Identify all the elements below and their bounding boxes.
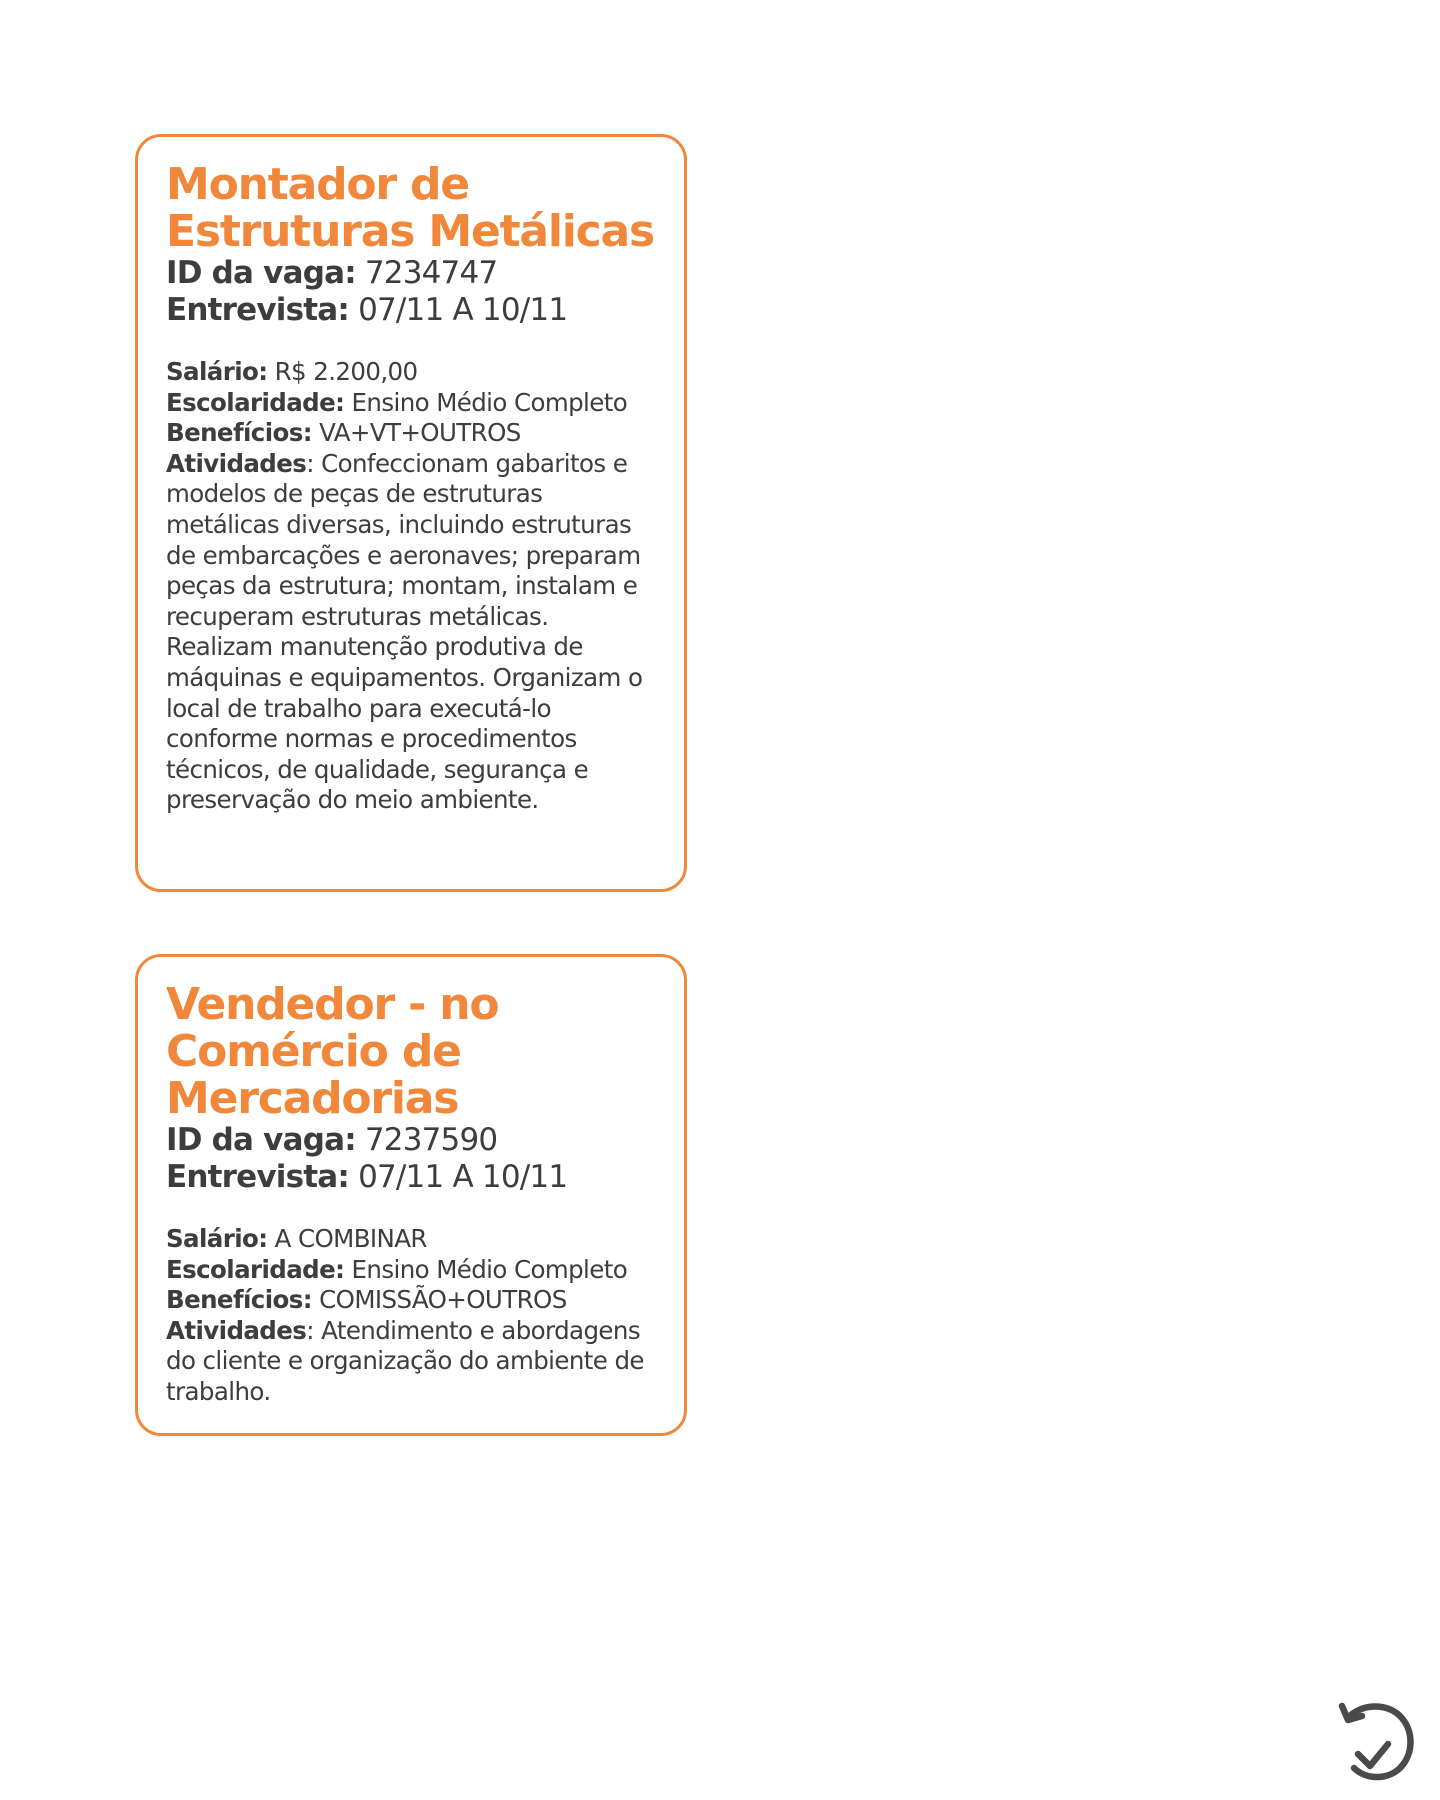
interview-line: [166, 292, 656, 329]
job-title: Vendedor - no Comércio de Mercadorias: [166, 979, 499, 1124]
activities-label: Atividades: [166, 448, 307, 478]
job-id-line: [166, 255, 656, 292]
benefits-row: [166, 1285, 656, 1316]
interview-value: 07/11 A 10/11: [358, 292, 568, 328]
job-card: [135, 134, 687, 892]
activities-value: : Atendimento e abordagens do cliente e organização do ambiente de trabalho.: [166, 1315, 644, 1406]
salary-label: Salário:: [166, 357, 268, 386]
benefits-label: Benefícios:: [166, 418, 312, 448]
job-id-line: [166, 1122, 656, 1159]
education-label: Escolaridade:: [166, 387, 345, 417]
benefits-value: VA+VT+OUTROS: [319, 418, 521, 448]
salary-row: [166, 357, 656, 388]
interview-label: Entrevista:: [166, 292, 349, 328]
clock-check-logo-icon: [1338, 1696, 1418, 1784]
education-row: [166, 388, 656, 419]
interview-line: [166, 1159, 656, 1196]
job-id-value: 7234747: [364, 255, 498, 291]
activities-row: [166, 449, 656, 816]
job-details: [166, 1224, 656, 1408]
interview-value: 07/11 A 10/11: [358, 1159, 568, 1195]
job-title: Montador de Estruturas Metálicas: [166, 159, 655, 257]
job-details: [166, 357, 656, 816]
benefits-label: Benefícios:: [166, 1285, 312, 1315]
activities-row: [166, 1316, 656, 1408]
activities-value: : Confeccionam gabaritos e modelos de peças de estruturas metálicas diversas, incluindo estruturas de embarcações e aeronaves; preparam peças da estrutura; montam, instalam e recuperam estruturas metálicas. Realizam manutenção produtiva de máquinas e equipamentos. Organizam o local de trabalho para executá-lo conforme normas e procedimentos técnicos, de qualidade, segurança e preservação do meio ambiente.: [166, 448, 643, 815]
activities-label: Atividades: [166, 1315, 307, 1345]
job-id-label: ID da vaga:: [166, 255, 356, 291]
interview-label: Entrevista:: [166, 1159, 349, 1195]
job-card: [135, 954, 687, 1436]
salary-value: R$ 2.200,00: [274, 357, 418, 386]
benefits-row: [166, 418, 656, 449]
benefits-value: COMISSÃO+OUTROS: [319, 1285, 567, 1315]
education-value: Ensino Médio Completo: [351, 387, 628, 417]
education-row: [166, 1255, 656, 1286]
salary-label: Salário:: [166, 1224, 268, 1253]
salary-row: [166, 1224, 656, 1255]
education-label: Escolaridade:: [166, 1254, 345, 1284]
job-id-label: ID da vaga:: [166, 1122, 356, 1158]
education-value: Ensino Médio Completo: [351, 1254, 628, 1284]
job-id-value: 7237590: [364, 1122, 498, 1158]
salary-value: A COMBINAR: [274, 1224, 427, 1253]
